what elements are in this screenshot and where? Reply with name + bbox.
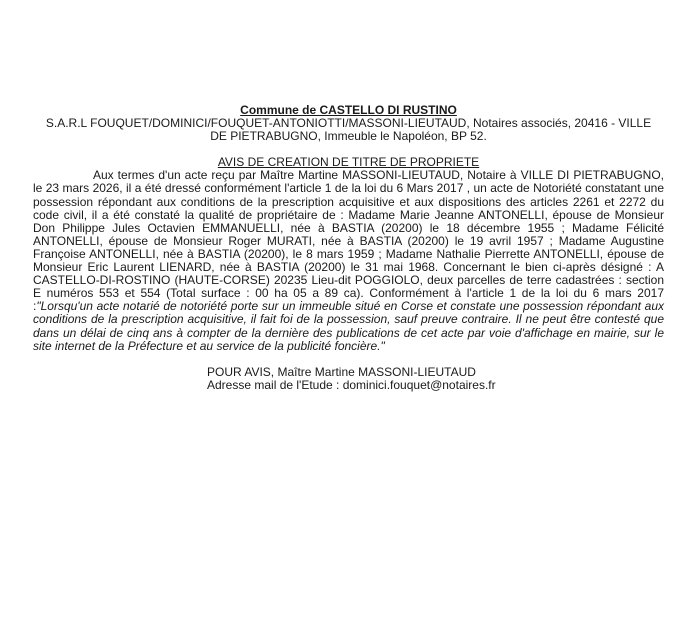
signature-line: POUR AVIS, Maître Martine MASSONI-LIEUTAUD — [207, 364, 476, 379]
notice-body-text: Aux termes d'un acte reçu par Maître Martine MASSONI-LIEUTAUD, Notaire à VILLE DI PIETRABUGNO, le 23 mars 2026, il a été dressé conformément l'article 1 de la loi du 6 Mars 2017 , un acte de Notoriété constatant une possession répondant aux conditions de la prescription acquisitive et aux dispositions des articles 2261 et 2272 du code civil, il a été constaté la qualité de propriétaire de : Madame Marie Jeanne ANTONELLI, épouse de Monsieur Don Philippe Jules Octavien EMMANUELLI, née à BASTIA (20200) le 18 décembre 1955 ; Madame Félicité ANTONELLI, épouse de Monsieur Roger MURATI, née à BASTIA (20200) le 19 avril 1957 ; Madame Augustine Françoise ANTONELLI, née à BASTIA (20200), le 8 mars 1959 ; Madame Nathalie Pierrette ANTONELLI, épouse de Monsieur Eric Laurent LIENARD, née à BASTIA (20200) le 31 mai 1968. Concernant le bien ci-après désigné : A CASTELLO-DI-ROSTINO (HAUTE-CORSE) 20235 Lieu-dit POGGIOLO, deux parcelles de terre cadastrées : section E numéros 553 et 554 (Total surface : 00 ha 05 a 89 ca). Conformément à l'article 1 de la loi du 6 mars 2017 : — [33, 168, 664, 314]
law-quote: "Lorsqu'un acte notarié de notoriété porte sur un immeuble situé en Corse et constate une possession répondant aux conditions de la prescription acquisitive, il fait foi de la possession, sauf preuve contraire. Il ne peut être contesté que dans un délai de cinq ans à compter de la dernière des publications de cet acte par voie d'affichage en mairie, sur le site internet de la Préfecture et au service de la publicité foncière." — [33, 299, 664, 353]
notice-heading: AVIS DE CREATION DE TITRE DE PROPRIETE — [217, 155, 480, 170]
notice-body — [33, 169, 664, 352]
notary-office-line-2: DE PIETRABUGNO, Immeuble le Napoléon, BP 52. — [210, 129, 487, 144]
notary-office-line-1: S.A.R.L FOUQUET/DOMINICI/FOUQUET-ANTONIOTTI/MASSONI-LIEUTAUD, Notaires associés, 20416 - VILLE — [45, 116, 652, 131]
signature-block — [33, 366, 664, 392]
office-email-line: Adresse mail de l'Etude : dominici.fouquet@notaires.fr — [207, 377, 496, 392]
commune-title: Commune de CASTELLO DI RUSTINO — [240, 103, 457, 117]
legal-notice — [33, 104, 664, 392]
